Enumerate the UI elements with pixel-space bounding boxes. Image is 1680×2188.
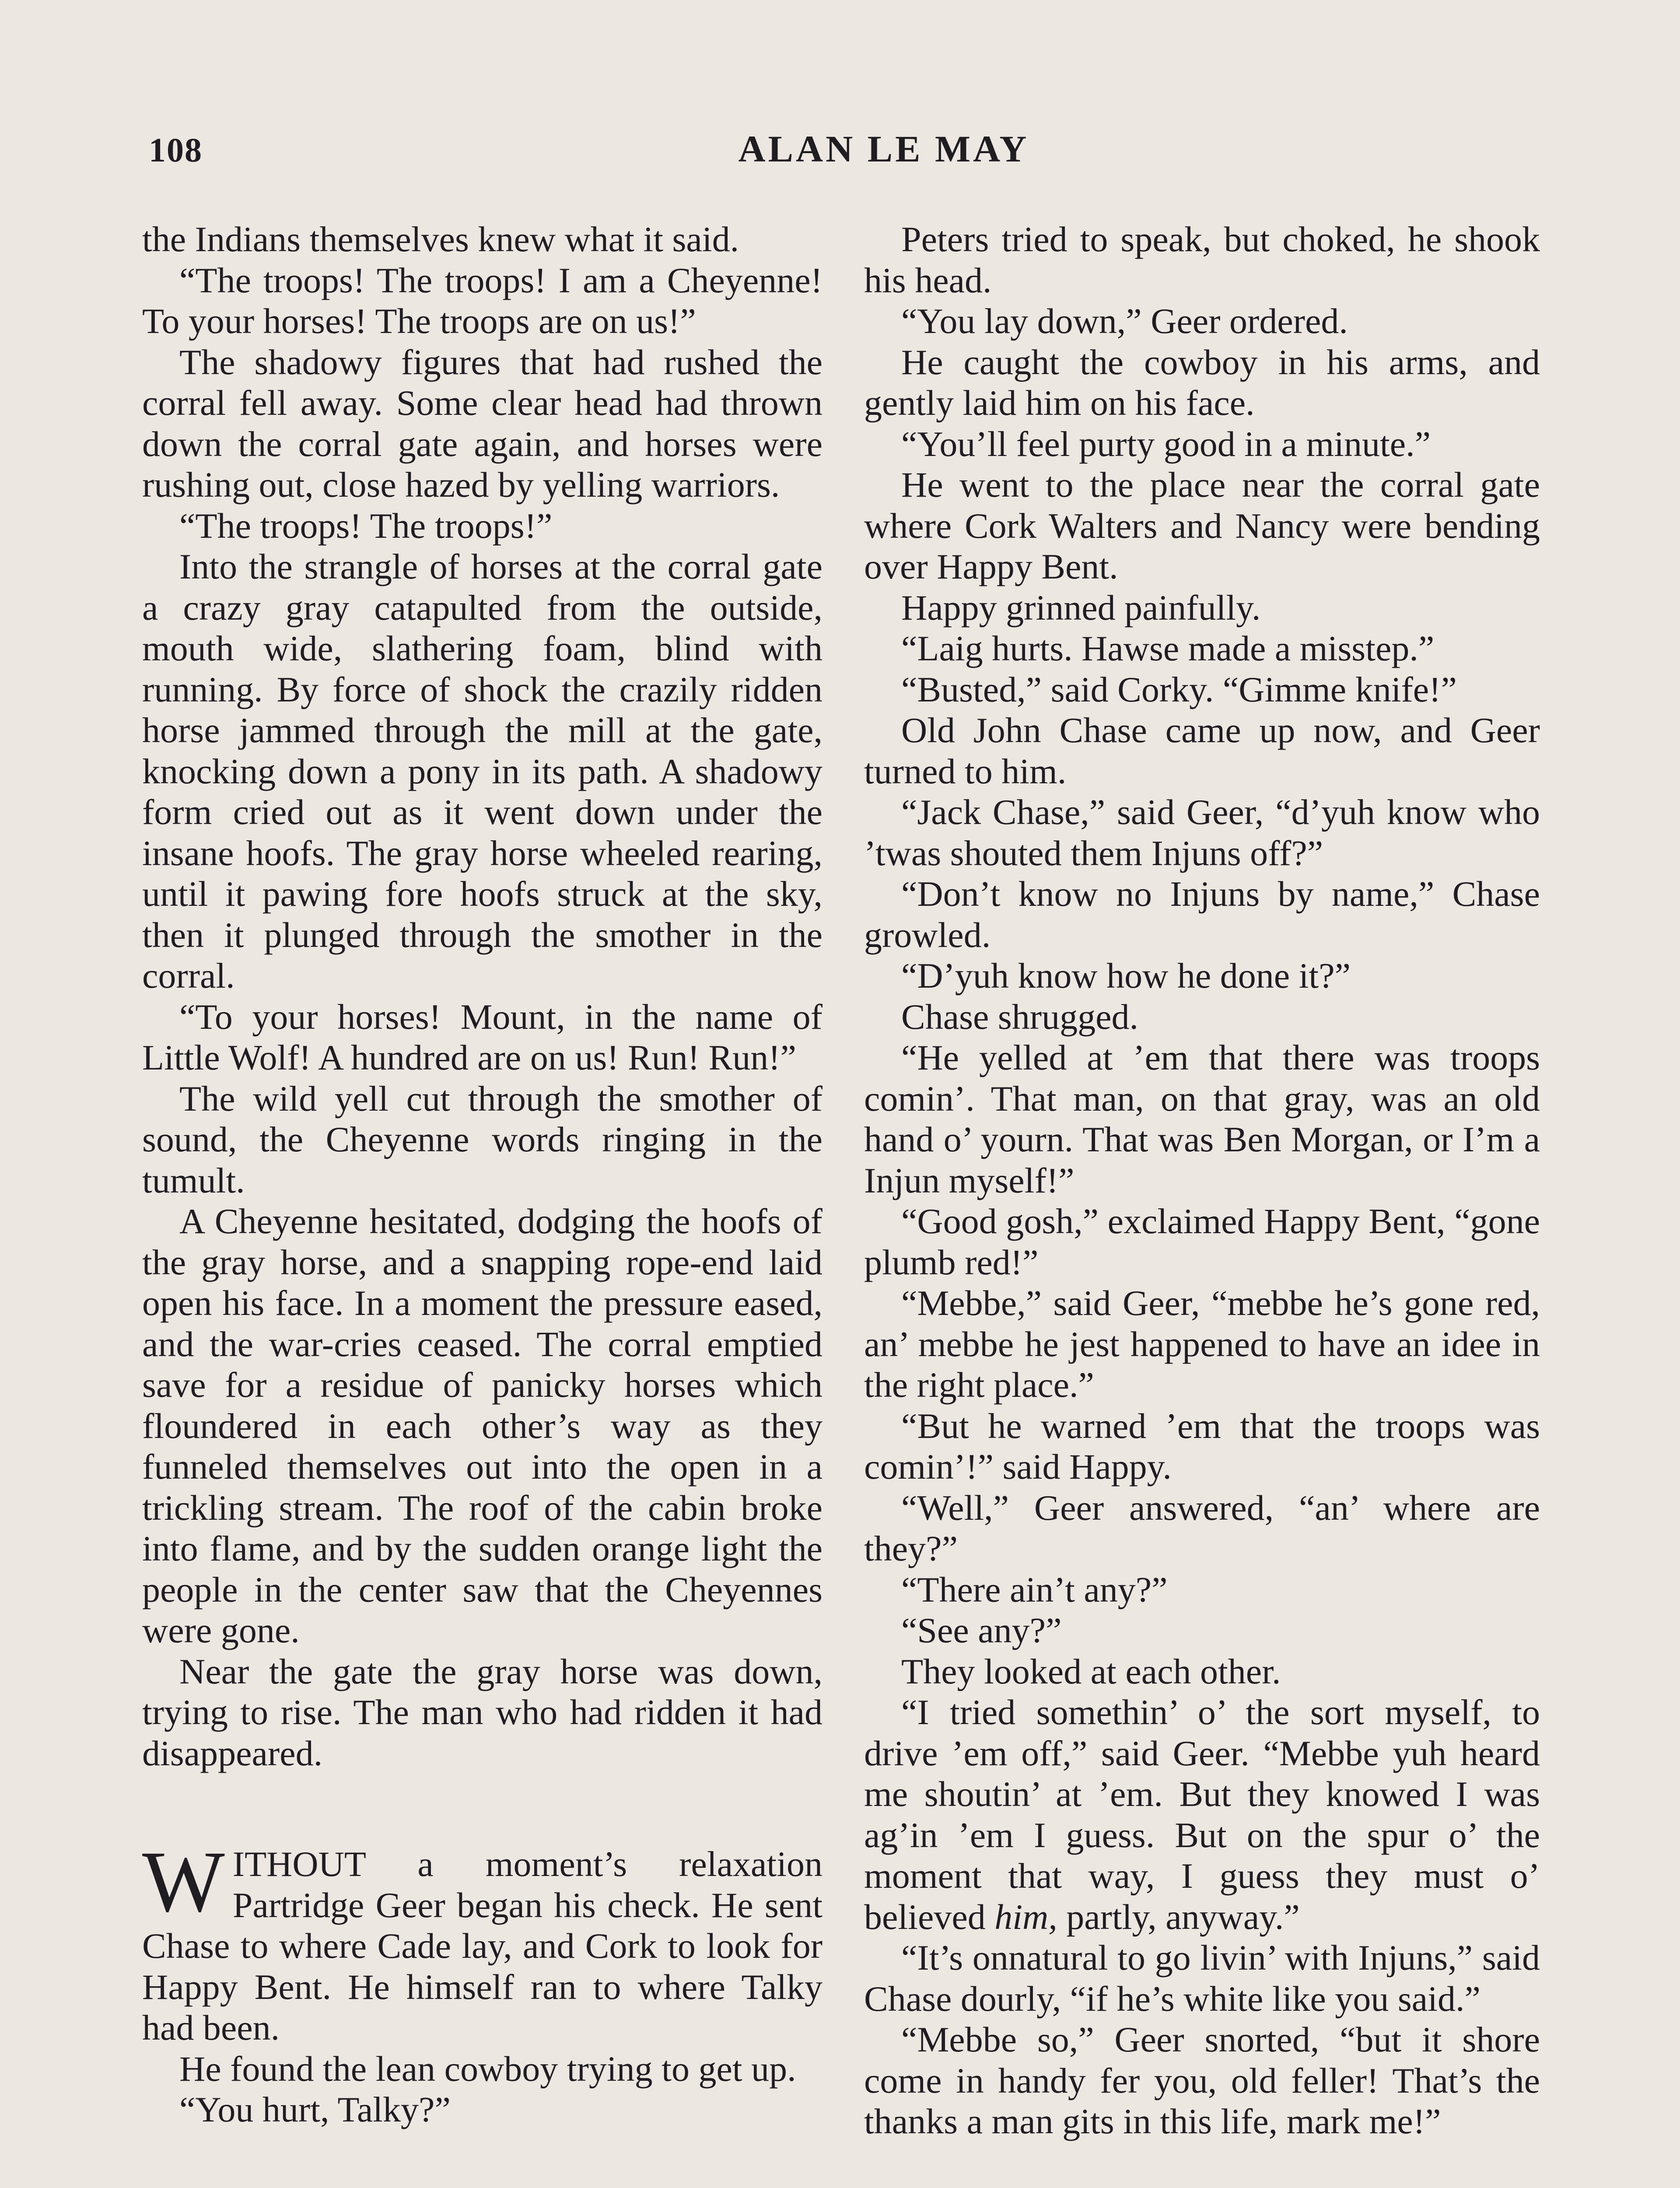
paragraph: He found the lean cowboy trying to get up.	[179, 2048, 796, 2089]
drop-cap: W	[142, 1834, 225, 1930]
paragraph: Into the strangle of horses at the corral gate a crazy gray catapulted from the outside, mouth wide, slathering foam, blind with running. By force of shock the crazily ridden horse jammed through the mill at the gate, knocking down a pony in its path. A shadowy form cried out as it went down under the insane hoofs. The gray horse wheeled rearing, until it pawing fore hoofs struck at the sky, then it plunged through the smother in the corral.	[142, 547, 822, 996]
page-header	[149, 118, 1549, 179]
paragraph: Chase shrugged.	[901, 996, 1139, 1037]
paragraph: The shadowy figures that had rushed the corral fell away. Some clear head had thrown down the corral gate again, and horses were rushing out, close hazed by yelling warriors.	[142, 342, 822, 505]
paragraph: “He yelled at ’em that there was troops comin’. That man, on that gray, was an old hand o’ yourn. That was Ben Morgan, or I’m a Injun myself!”	[864, 1038, 1540, 1200]
paragraph: “D’yuh know how he done it?”	[901, 956, 1351, 996]
paragraph: He caught the cowboy in his arms, and gently laid him on his face.	[864, 342, 1540, 423]
section-opening-paragraph	[142, 1834, 822, 2048]
paragraph: Old John Chase came up now, and Geer turned to him.	[864, 710, 1540, 791]
paragraph: Near the gate the gray horse was down, trying to rise. The man who had ridden it had disappeared.	[142, 1651, 822, 1773]
section-opening-text: ITHOUT a moment’s relaxation Partridge Geer began his check. He sent Chase to where Cade lay, and Cork to look for Happy Bent. He himself ran to where Talky had been.	[142, 1844, 822, 2048]
text-run: partly, anyway.”	[1057, 1897, 1300, 1937]
paragraph: Peters tried to speak, but choked, he shook his head.	[864, 219, 1540, 300]
section-break	[142, 1774, 822, 1844]
paragraph: Happy grinned painfully.	[901, 587, 1261, 628]
paragraph: “Jack Chase,” said Geer, “d’yuh know who ’twas shouted them Injuns off?”	[864, 792, 1540, 873]
paragraph: “Laig hurts. Hawse made a misstep.”	[901, 628, 1435, 668]
paragraph: “See any?”	[901, 1610, 1062, 1650]
paragraph: “You lay down,” Geer ordered.	[901, 301, 1348, 341]
paragraph: “The troops! The troops! I am a Cheyenne! To your horses! The troops are on us!”	[142, 260, 822, 341]
paragraph: “Mebbe so,” Geer snorted, “but it shore come in handy fer you, old feller! That’s the thanks a man gits in this life, mark me!”	[864, 2020, 1540, 2141]
paragraph: “There ain’t any?”	[901, 1569, 1168, 1609]
paragraph: “To your horses! Mount, in the name of Little Wolf! A hundred are on us! Run! Run!”	[142, 996, 822, 1077]
italic-word: him,	[994, 1897, 1057, 1937]
paragraph: “Mebbe,” said Geer, “mebbe he’s gone red, an’ mebbe he jest happened to have an idee in the right place.”	[864, 1283, 1540, 1405]
running-title: ALAN LE MAY	[738, 128, 1029, 170]
paragraph: “The troops! The troops!”	[179, 505, 553, 546]
paragraph: “Don’t know no Injuns by name,” Chase growled.	[864, 874, 1540, 955]
paragraph: “It’s onnatural to go livin’ with Injuns,” said Chase dourly, “if he’s white like you said.”	[864, 1938, 1540, 2019]
paragraph: the Indians themselves knew what it said.	[142, 219, 739, 259]
paragraph: “Busted,” said Corky. “Gimme knife!”	[901, 669, 1457, 709]
page-number: 108	[149, 131, 203, 169]
text-run: “I tried somethin’ o’ the sort myself, to drive ’em off,” said Geer. “Mebbe yuh heard me shoutin’ at ’em. But they knowed I was ag’in ’em I guess. But on the spur o’ the moment that way, I guess they must o’ believed	[864, 1692, 1540, 1937]
paragraph-with-italic	[864, 1692, 1540, 1937]
paragraph: The wild yell cut through the smother of sound, the Cheyenne words ringing in the tumult.	[142, 1078, 822, 1200]
paragraph: “But he warned ’em that the troops was comin’!” said Happy.	[864, 1406, 1540, 1487]
paragraph: “You hurt, Talky?”	[179, 2090, 451, 2129]
paragraph: “You’ll feel purty good in a minute.”	[901, 424, 1431, 464]
paragraph: A Cheyenne hesitated, dodging the hoofs of the gray horse, and a snapping rope-end laid open his face. In a moment the pressure eased, and the war-cries ceased. The corral emptied save for a residue of panicky horses which floundered in each other’s way as they funneled themselves out into the open in a trickling stream. The roof of the cabin broke into flame, and by the sudden orange light the people in the center saw that the Cheyennes were gone.	[142, 1201, 822, 1650]
left-column	[142, 219, 822, 2130]
paragraph: “Good gosh,” exclaimed Happy Bent, “gone plumb red!”	[864, 1201, 1540, 1282]
paragraph: “Well,” Geer answered, “an’ where are they?”	[864, 1487, 1540, 1568]
paragraph: He went to the place near the corral gate where Cork Walters and Nancy were bending over Happy Bent.	[864, 465, 1540, 586]
paragraph: They looked at each other.	[901, 1651, 1281, 1691]
right-column	[864, 219, 1540, 2142]
